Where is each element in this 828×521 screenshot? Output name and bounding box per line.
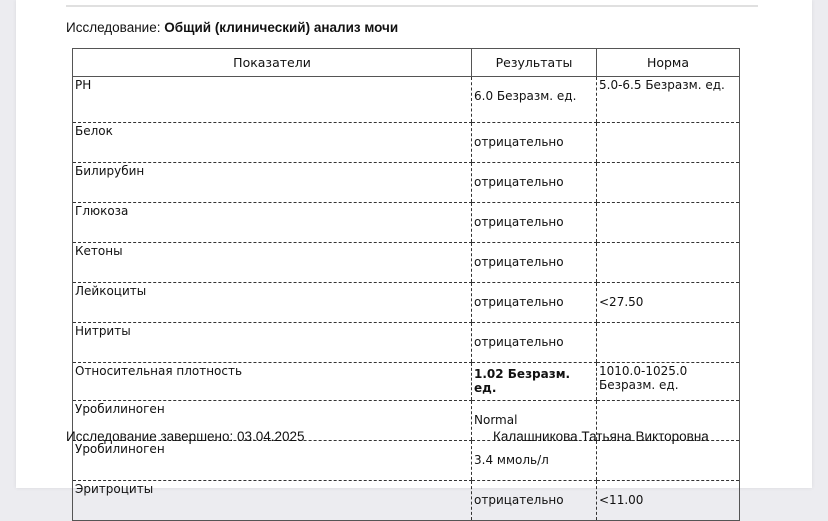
column-header-result: Результаты: [472, 49, 597, 77]
indicator-cell: Уробилиноген: [73, 401, 472, 441]
top-divider: [66, 5, 758, 7]
table-row: [73, 323, 740, 363]
study-name: Общий (клинический) анализ мочи: [164, 20, 399, 35]
result-cell: 6.0 Безразм. ед.: [472, 77, 597, 123]
norm-cell: 1010.0-1025.0 Безразм. ед.: [597, 363, 740, 401]
norm-cell: [597, 123, 740, 163]
indicator-cell: Уробилиноген: [73, 441, 472, 481]
result-cell: Normal: [472, 401, 597, 441]
norm-cell: <11.00: [597, 481, 740, 521]
result-cell: отрицательно: [472, 481, 597, 521]
norm-cell: 5.0-6.5 Безразм. ед.: [597, 77, 740, 123]
results-table: [72, 48, 740, 521]
result-cell: отрицательно: [472, 163, 597, 203]
table-row: [73, 283, 740, 323]
table-row: [73, 441, 740, 481]
table-header-row: [73, 49, 740, 77]
norm-cell: <27.50: [597, 283, 740, 323]
norm-cell: [597, 243, 740, 283]
indicator-cell: PH: [73, 77, 472, 123]
indicator-cell: Лейкоциты: [73, 283, 472, 323]
indicator-cell: Кетоны: [73, 243, 472, 283]
result-cell: отрицательно: [472, 283, 597, 323]
indicator-cell: Билирубин: [73, 163, 472, 203]
norm-cell: [597, 441, 740, 481]
result-cell: отрицательно: [472, 323, 597, 363]
table-row: [73, 77, 740, 123]
table-row: [73, 481, 740, 521]
column-header-indicator: Показатели: [73, 49, 472, 77]
table-row: [73, 363, 740, 401]
table-row: [73, 243, 740, 283]
document-page: [16, 0, 812, 507]
study-title: [66, 20, 398, 35]
result-cell: 1.02 Безразм. ед.: [472, 363, 597, 401]
norm-cell: [597, 323, 740, 363]
table-row: [73, 123, 740, 163]
completion-date: Исследование завершено: 03.04.2025: [66, 429, 305, 444]
indicator-cell: Нитриты: [73, 323, 472, 363]
indicator-cell: Относительная плотность: [73, 363, 472, 401]
result-cell: 3.4 ммоль/л: [472, 441, 597, 481]
result-cell: отрицательно: [472, 203, 597, 243]
norm-cell: [597, 163, 740, 203]
study-label: Исследование:: [66, 20, 161, 35]
table-row: [73, 163, 740, 203]
column-header-norm: Норма: [597, 49, 740, 77]
doctor-name: Калашникова Татьяна Викторовна: [493, 429, 709, 444]
indicator-cell: Глюкоза: [73, 203, 472, 243]
norm-cell: [597, 203, 740, 243]
result-cell: отрицательно: [472, 243, 597, 283]
indicator-cell: Белок: [73, 123, 472, 163]
result-cell: отрицательно: [472, 123, 597, 163]
table-row: [73, 203, 740, 243]
indicator-cell: Эритроциты: [75, 482, 154, 496]
